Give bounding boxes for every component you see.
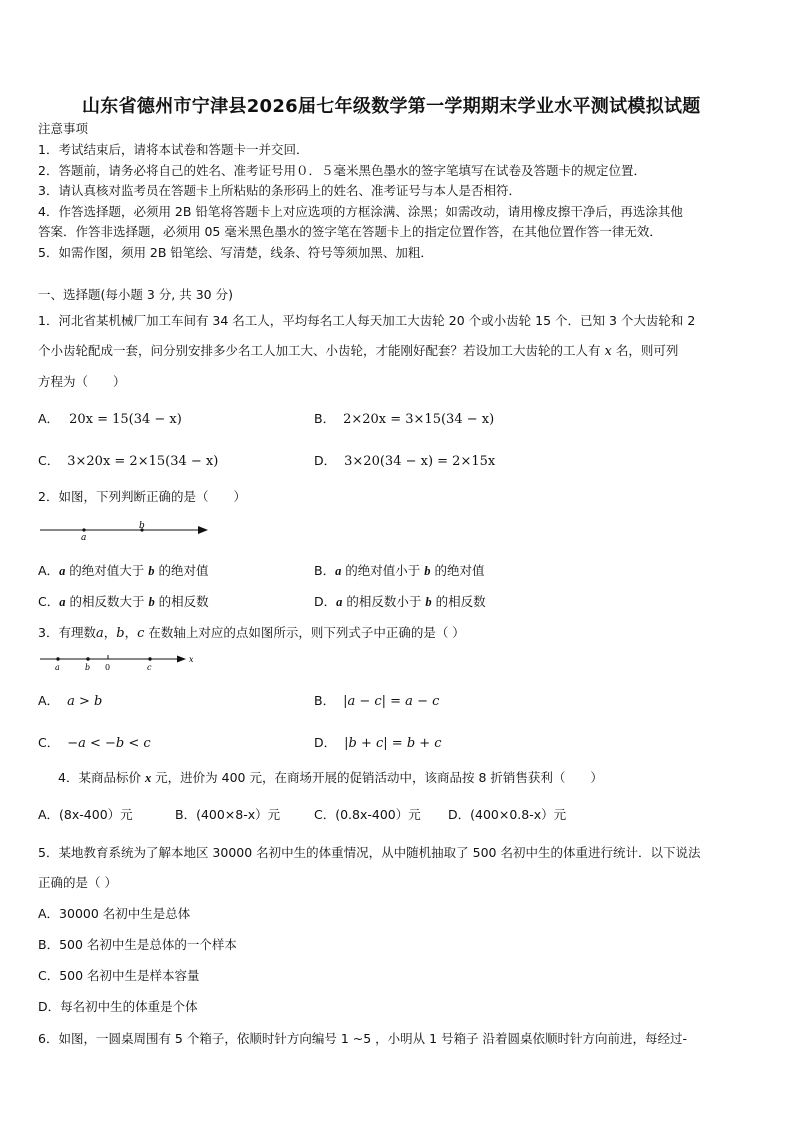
label-a: a (81, 533, 87, 542)
option-b: B． |a − c| = a − c (314, 693, 440, 709)
question-1-stem-line3: 方程为（ ） (38, 374, 126, 389)
option-a: A． 20x = 15(34 − x) (38, 411, 182, 427)
option-d: D． 3×20(34 − x) = 2×15x (314, 453, 496, 469)
note-item: 2．答题前，请务必将自己的姓名、准考证号用０．５毫米黑色墨水的签字笔填写在试卷及答题卡的规定位置． (38, 163, 646, 178)
notes-heading: 注意事项 (38, 121, 89, 136)
question-5-stem: 5．某地教育系统为了解本地区 30000 名初中生的体重情况，从中随机抽取了 500 名初中生的体重进行统计．以下说法 (38, 845, 701, 860)
label-zero: 0 (105, 663, 111, 672)
note-item: 答案．作答非选择题，必须用 05 毫米黑色墨水的签字笔在答题卡上的指定位置作答，在其他位置作答一律无效． (38, 224, 662, 239)
note-item: 1．考试结束后，请将本试卷和答题卡一并交回． (38, 142, 309, 157)
label-b: b (85, 663, 91, 672)
arrow-head (198, 526, 208, 534)
question-6-stem: 6．如图，一圆桌周围有 5 个箱子，依顺时针方向编号 1 ~5 ，小明从 1 号箱子 沿着圆桌依顺时针方向前进，每经过- (38, 1031, 688, 1046)
option-d: D． |b + c| = b + c (314, 735, 442, 751)
point-a (56, 657, 59, 660)
point-a (82, 528, 85, 531)
question-2-stem: 2．如图，下列判断正确的是（ ） (38, 489, 246, 504)
point-c (148, 657, 151, 660)
option-c: C． −a < −b < c (38, 735, 151, 751)
option-a: A． a > b (38, 693, 103, 709)
option-a: A．a 的绝对值大于 b 的绝对值 (38, 563, 209, 578)
option-a: A．30000 名初中生是总体 (38, 906, 191, 921)
option-d: D．a 的相反数小于 b 的相反数 (314, 594, 486, 609)
note-item: 4．作答选择题，必须用 2B 铅笔将答题卡上对应选项的方框涂满、涂黑；如需改动，请用橡皮擦干净后，再选涂其他 (38, 204, 683, 219)
note-item: 5．如需作图，须用 2B 铅笔绘、写清楚，线条、符号等须加黑、加粗． (38, 245, 433, 260)
question-5-stem-line2: 正确的是（ ） (38, 875, 117, 890)
question-1-stem-line2: 个小齿轮配成一套，问分别安排多少名工人加工大、小齿轮，才能刚好配套？若设加工大齿轮的工人有 x 名，则可列 (38, 343, 679, 359)
option-b: B．500 名初中生是总体的一个样本 (38, 937, 237, 952)
option-c: C．(0.8x-400）元 (314, 807, 421, 822)
number-line-figure (38, 650, 198, 674)
option-d: D．每名初中生的体重是个体 (38, 999, 198, 1014)
point-b (86, 657, 89, 660)
page-title: 山东省德州市宁津县2026届七年级数学第一学期期末学业水平测试模拟试题 (82, 96, 701, 117)
label-a: a (55, 663, 60, 672)
label-b: b (139, 521, 145, 531)
label-c: c (147, 663, 152, 672)
number-line-figure (38, 520, 218, 542)
question-3-stem: 3．有理数a，b，c 在数轴上对应的点如图所示，则下列式子中正确的是（ ） (38, 625, 465, 641)
option-c: C．a 的相反数大于 b 的相反数 (38, 594, 209, 609)
option-b: B．(400×8-x）元 (175, 807, 281, 822)
arrow-head (177, 656, 186, 663)
option-c: C．500 名初中生是样本容量 (38, 968, 200, 983)
label-x: x (189, 655, 194, 664)
section-heading: 一、选择题(每小题 3 分, 共 30 分) (38, 287, 233, 302)
question-1-stem: 1．河北省某机械厂加工车间有 34 名工人，平均每名工人每天加工大齿轮 20 个或小齿轮 15 个．已知 3 个大齿轮和 2 (38, 313, 696, 328)
option-a: A．(8x-400）元 (38, 807, 133, 822)
note-item: 3．请认真核对监考员在答题卡上所粘贴的条形码上的姓名、准考证号与本人是否相符． (38, 183, 521, 198)
option-b: B．a 的绝对值小于 b 的绝对值 (314, 563, 485, 578)
question-4-stem: 4．某商品标价 x 元，进价为 400 元，在商场开展的促销活动中，该商品按 8 折销售获利（ ） (58, 770, 603, 785)
option-b: B． 2×20x = 3×15(34 − x) (314, 411, 495, 427)
option-d: D．(400×0.8-x）元 (448, 807, 567, 822)
option-c: C． 3×20x = 2×15(34 − x) (38, 453, 219, 469)
